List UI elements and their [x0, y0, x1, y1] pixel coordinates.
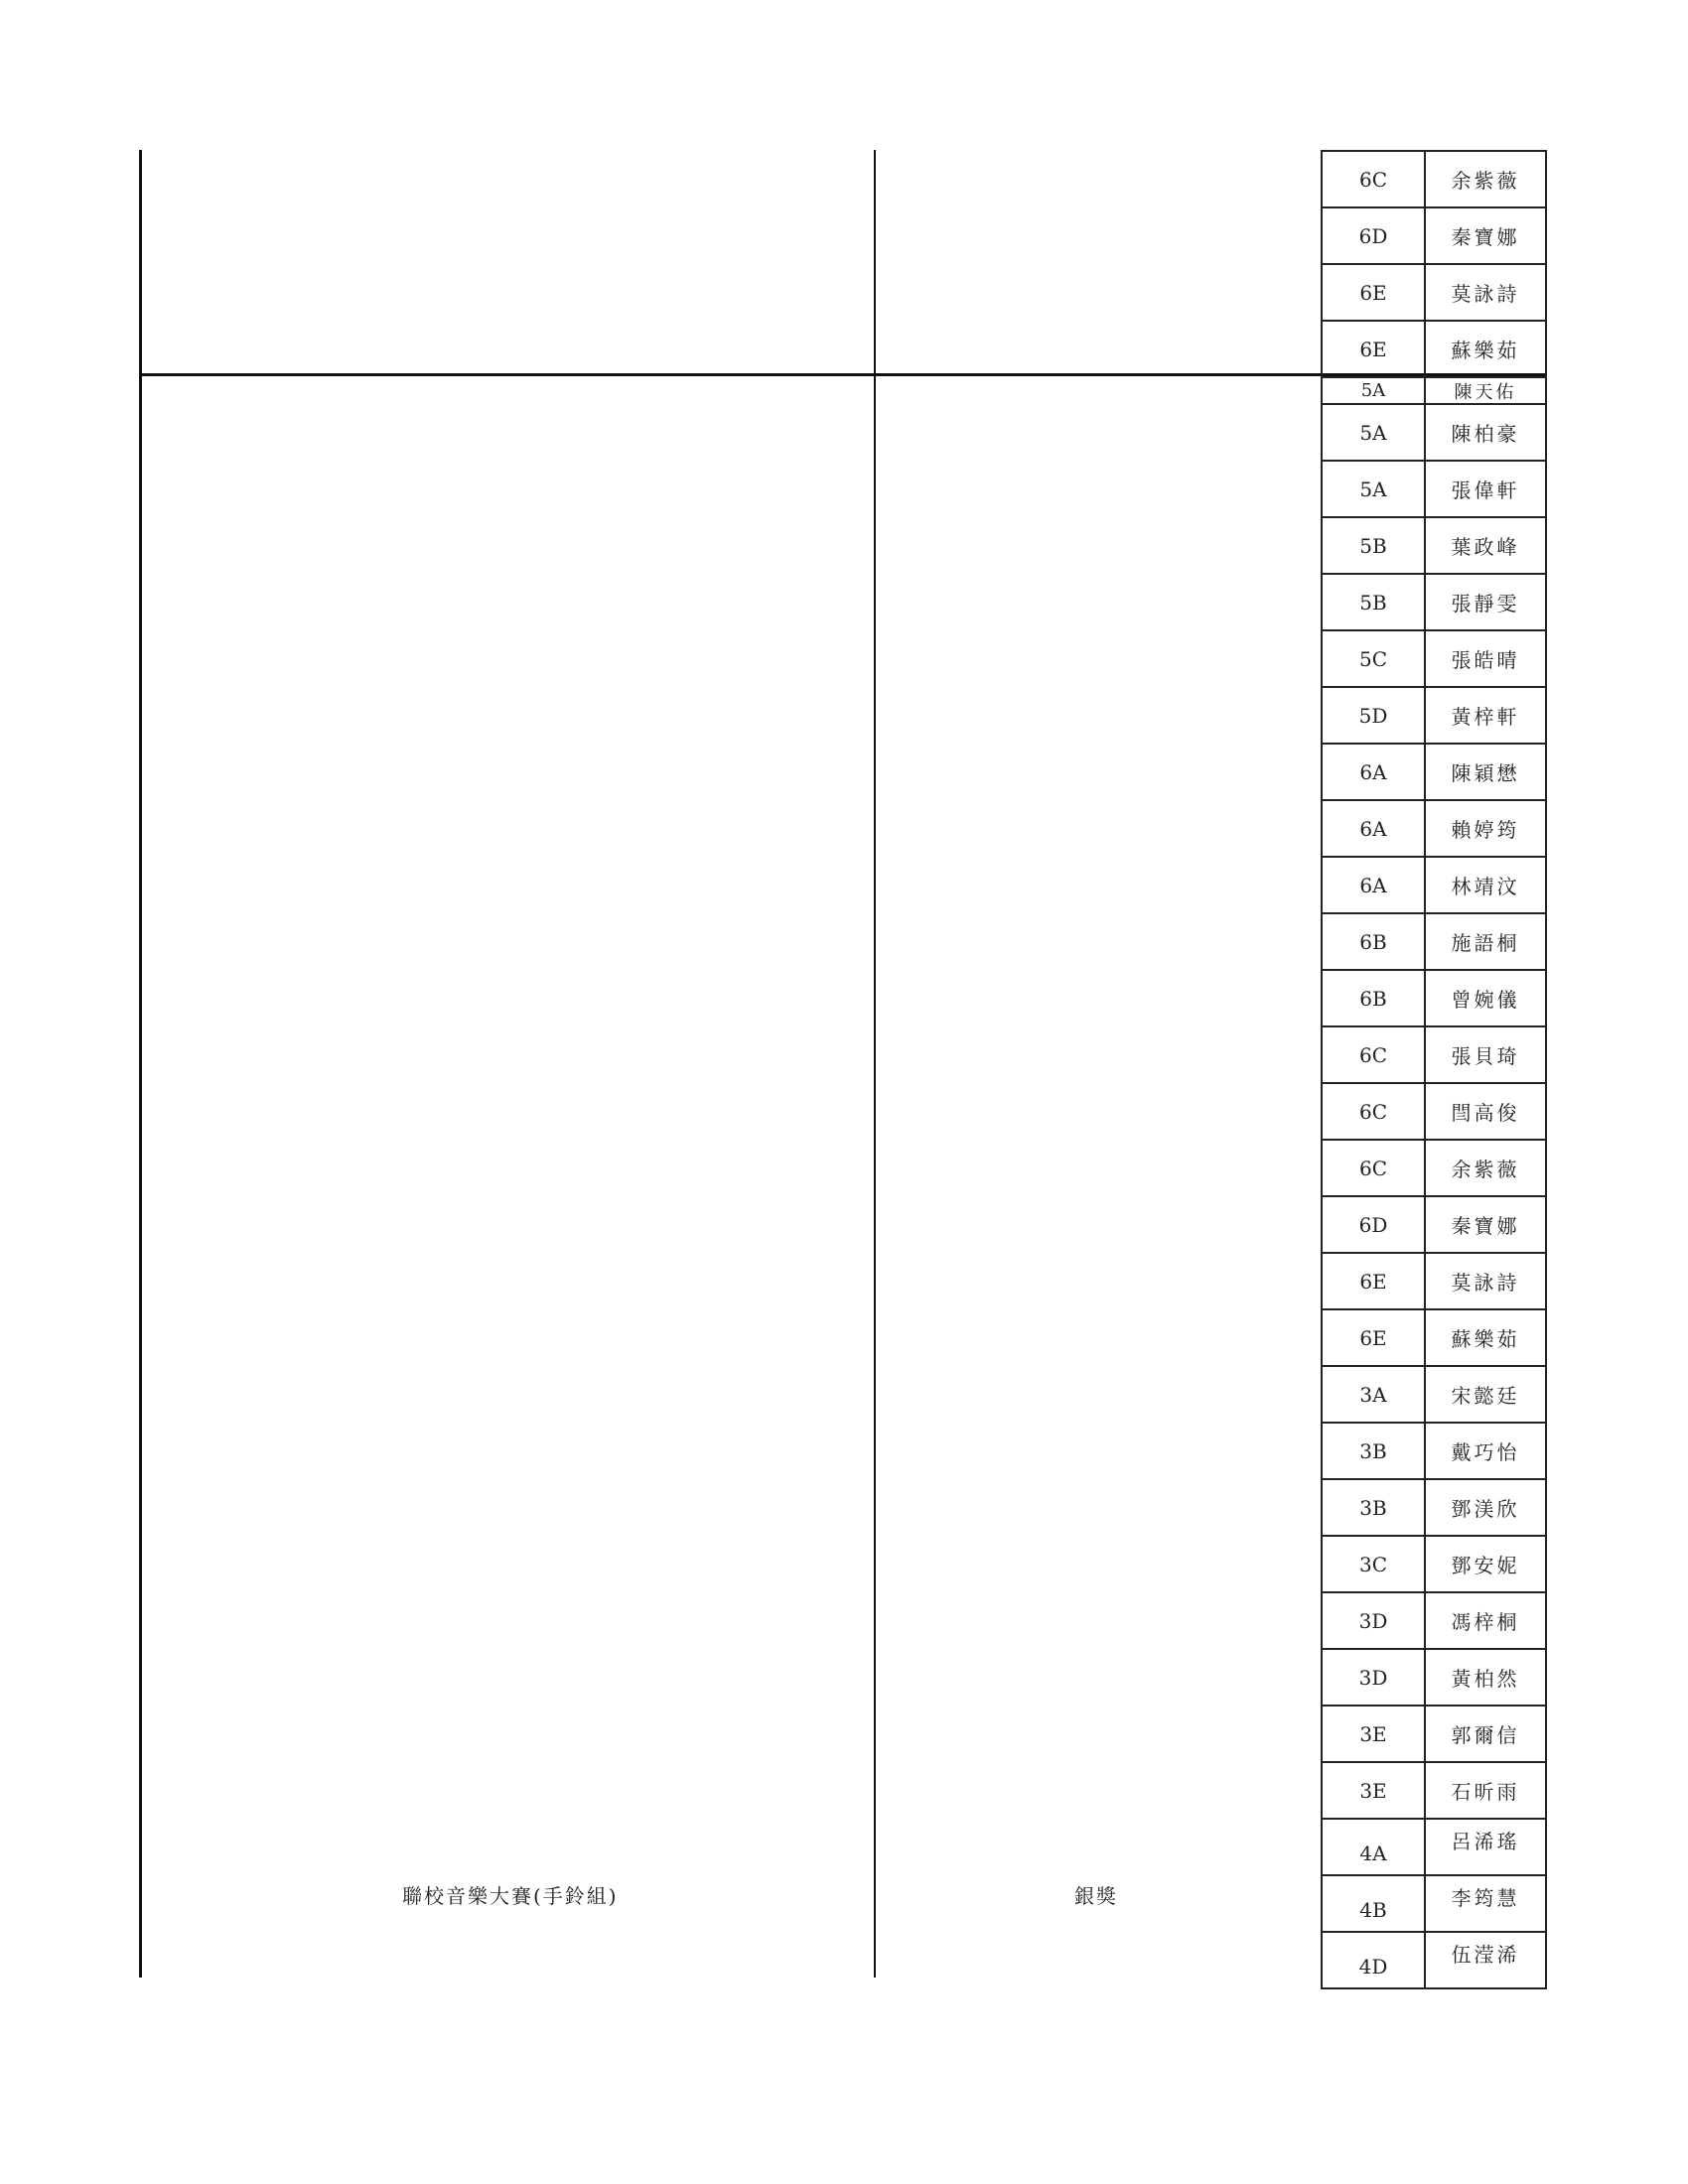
- class-cell: 3B: [1323, 1480, 1426, 1535]
- student-name: 賴婷筠: [1451, 818, 1520, 842]
- student-name: 張靜雯: [1451, 592, 1520, 615]
- class-cell: 6A: [1323, 801, 1426, 856]
- student-name: 郭爾信: [1451, 1723, 1520, 1747]
- student-name: 張貝琦: [1451, 1044, 1520, 1068]
- class-cell: 5B: [1323, 575, 1426, 629]
- class-cell: 3D: [1323, 1593, 1426, 1648]
- class-cell: 6D: [1323, 1197, 1426, 1252]
- table-row: [1323, 378, 1545, 405]
- student-name: 呂浠瑤: [1451, 1830, 1520, 1853]
- table-row: [1323, 1537, 1545, 1593]
- class-cell: 3A: [1323, 1367, 1426, 1422]
- table-row: [1323, 688, 1545, 745]
- table-row: [1323, 1141, 1545, 1197]
- class-cell: 6A: [1323, 858, 1426, 912]
- table-row: [1323, 1876, 1545, 1933]
- class-cell: 6C: [1323, 1141, 1426, 1195]
- table-row: [1323, 1424, 1545, 1480]
- table-row: [1323, 1084, 1545, 1141]
- class-cell: 6B: [1323, 971, 1426, 1025]
- table-row: [1323, 1310, 1545, 1367]
- student-name: 蘇樂茹: [1451, 339, 1520, 362]
- student-name: 陳柏豪: [1451, 422, 1520, 446]
- competition-name: 聯校音樂大賽(手鈴組): [402, 1884, 619, 1908]
- table-left-border: [139, 150, 142, 1978]
- student-name: 宋懿廷: [1451, 1384, 1520, 1408]
- table-row: [1323, 1027, 1545, 1084]
- class-cell: 6D: [1323, 208, 1426, 263]
- class-cell: 4B: [1323, 1876, 1426, 1931]
- table-row: [1323, 914, 1545, 971]
- student-name: 秦寶娜: [1451, 225, 1520, 249]
- student-name: 黃柏然: [1451, 1667, 1520, 1691]
- table-row: [1323, 631, 1545, 688]
- student-name: 李筠慧: [1451, 1886, 1520, 1910]
- table-row: [1323, 265, 1545, 322]
- table-row: [1323, 1933, 1545, 1989]
- class-cell: 3E: [1323, 1763, 1426, 1818]
- table-row: [1323, 575, 1545, 631]
- class-cell: 3E: [1323, 1706, 1426, 1761]
- student-name: 秦寶娜: [1451, 1214, 1520, 1238]
- table-row: [1323, 1706, 1545, 1763]
- student-name: 葉政峰: [1451, 535, 1520, 559]
- class-cell: 5C: [1323, 631, 1426, 686]
- student-name: 石昕雨: [1451, 1780, 1520, 1804]
- table-row: [1323, 518, 1545, 575]
- award-name: 銀獎: [1074, 1884, 1118, 1908]
- class-cell: 3D: [1323, 1650, 1426, 1705]
- class-cell: 5A: [1323, 462, 1426, 516]
- class-cell: 6E: [1323, 322, 1426, 376]
- class-cell: 6B: [1323, 914, 1426, 969]
- table-row: [1323, 1650, 1545, 1706]
- student-name: 陳穎懋: [1451, 761, 1520, 785]
- class-cell: 5D: [1323, 688, 1426, 743]
- student-name: 閆高俊: [1451, 1101, 1520, 1125]
- class-cell: 5A: [1323, 405, 1426, 460]
- table-row: [1323, 971, 1545, 1027]
- table-row: [1323, 1480, 1545, 1537]
- table-row: [1323, 1820, 1545, 1876]
- table-row: [1323, 152, 1545, 208]
- table-row: [1323, 1763, 1545, 1820]
- student-name: 蘇樂茹: [1451, 1327, 1520, 1351]
- table-row: [1323, 1254, 1545, 1310]
- student-name: 馮梓桐: [1451, 1610, 1520, 1634]
- class-cell: 6C: [1323, 1027, 1426, 1082]
- class-cell: 6E: [1323, 1310, 1426, 1365]
- student-name: 施語桐: [1451, 931, 1520, 955]
- class-cell: 6A: [1323, 745, 1426, 799]
- class-cell: 5A: [1323, 378, 1426, 403]
- student-name: 伍滢浠: [1451, 1943, 1520, 1967]
- student-name: 林靖汶: [1451, 875, 1520, 898]
- class-cell: 5B: [1323, 518, 1426, 573]
- table-row: [1323, 1367, 1545, 1424]
- class-cell: 6C: [1323, 152, 1426, 206]
- table-row: [1323, 801, 1545, 858]
- student-name: 余紫薇: [1451, 169, 1520, 193]
- student-name: 曾婉儀: [1451, 988, 1520, 1012]
- student-name: 黃梓軒: [1451, 705, 1520, 729]
- student-name: 陳天佑: [1454, 381, 1517, 403]
- class-cell: 6E: [1323, 1254, 1426, 1308]
- class-cell: 3C: [1323, 1537, 1426, 1591]
- student-name: 張偉軒: [1451, 478, 1520, 502]
- class-cell: 6E: [1323, 265, 1426, 320]
- student-name: 莫詠詩: [1451, 1271, 1520, 1295]
- student-name: 戴巧怡: [1451, 1440, 1520, 1464]
- student-name: 鄧安妮: [1451, 1554, 1520, 1577]
- table-row: [1323, 208, 1545, 265]
- class-cell: 6C: [1323, 1084, 1426, 1139]
- student-name: 鄧渼欣: [1451, 1497, 1520, 1521]
- table-row: [1323, 322, 1545, 378]
- column-divider-1: [874, 150, 876, 1978]
- class-cell: 4A: [1323, 1820, 1426, 1874]
- student-name: 莫詠詩: [1451, 282, 1520, 306]
- table-row: [1323, 858, 1545, 914]
- class-cell: 3B: [1323, 1424, 1426, 1478]
- table-row: [1323, 405, 1545, 462]
- student-table: [1321, 150, 1547, 1989]
- table-row: [1323, 1197, 1545, 1254]
- table-row: [1323, 462, 1545, 518]
- student-name: 張皓晴: [1451, 648, 1520, 672]
- class-cell: 4D: [1323, 1933, 1426, 1987]
- student-name: 余紫薇: [1451, 1158, 1520, 1181]
- table-row: [1323, 1593, 1545, 1650]
- table-row: [1323, 745, 1545, 801]
